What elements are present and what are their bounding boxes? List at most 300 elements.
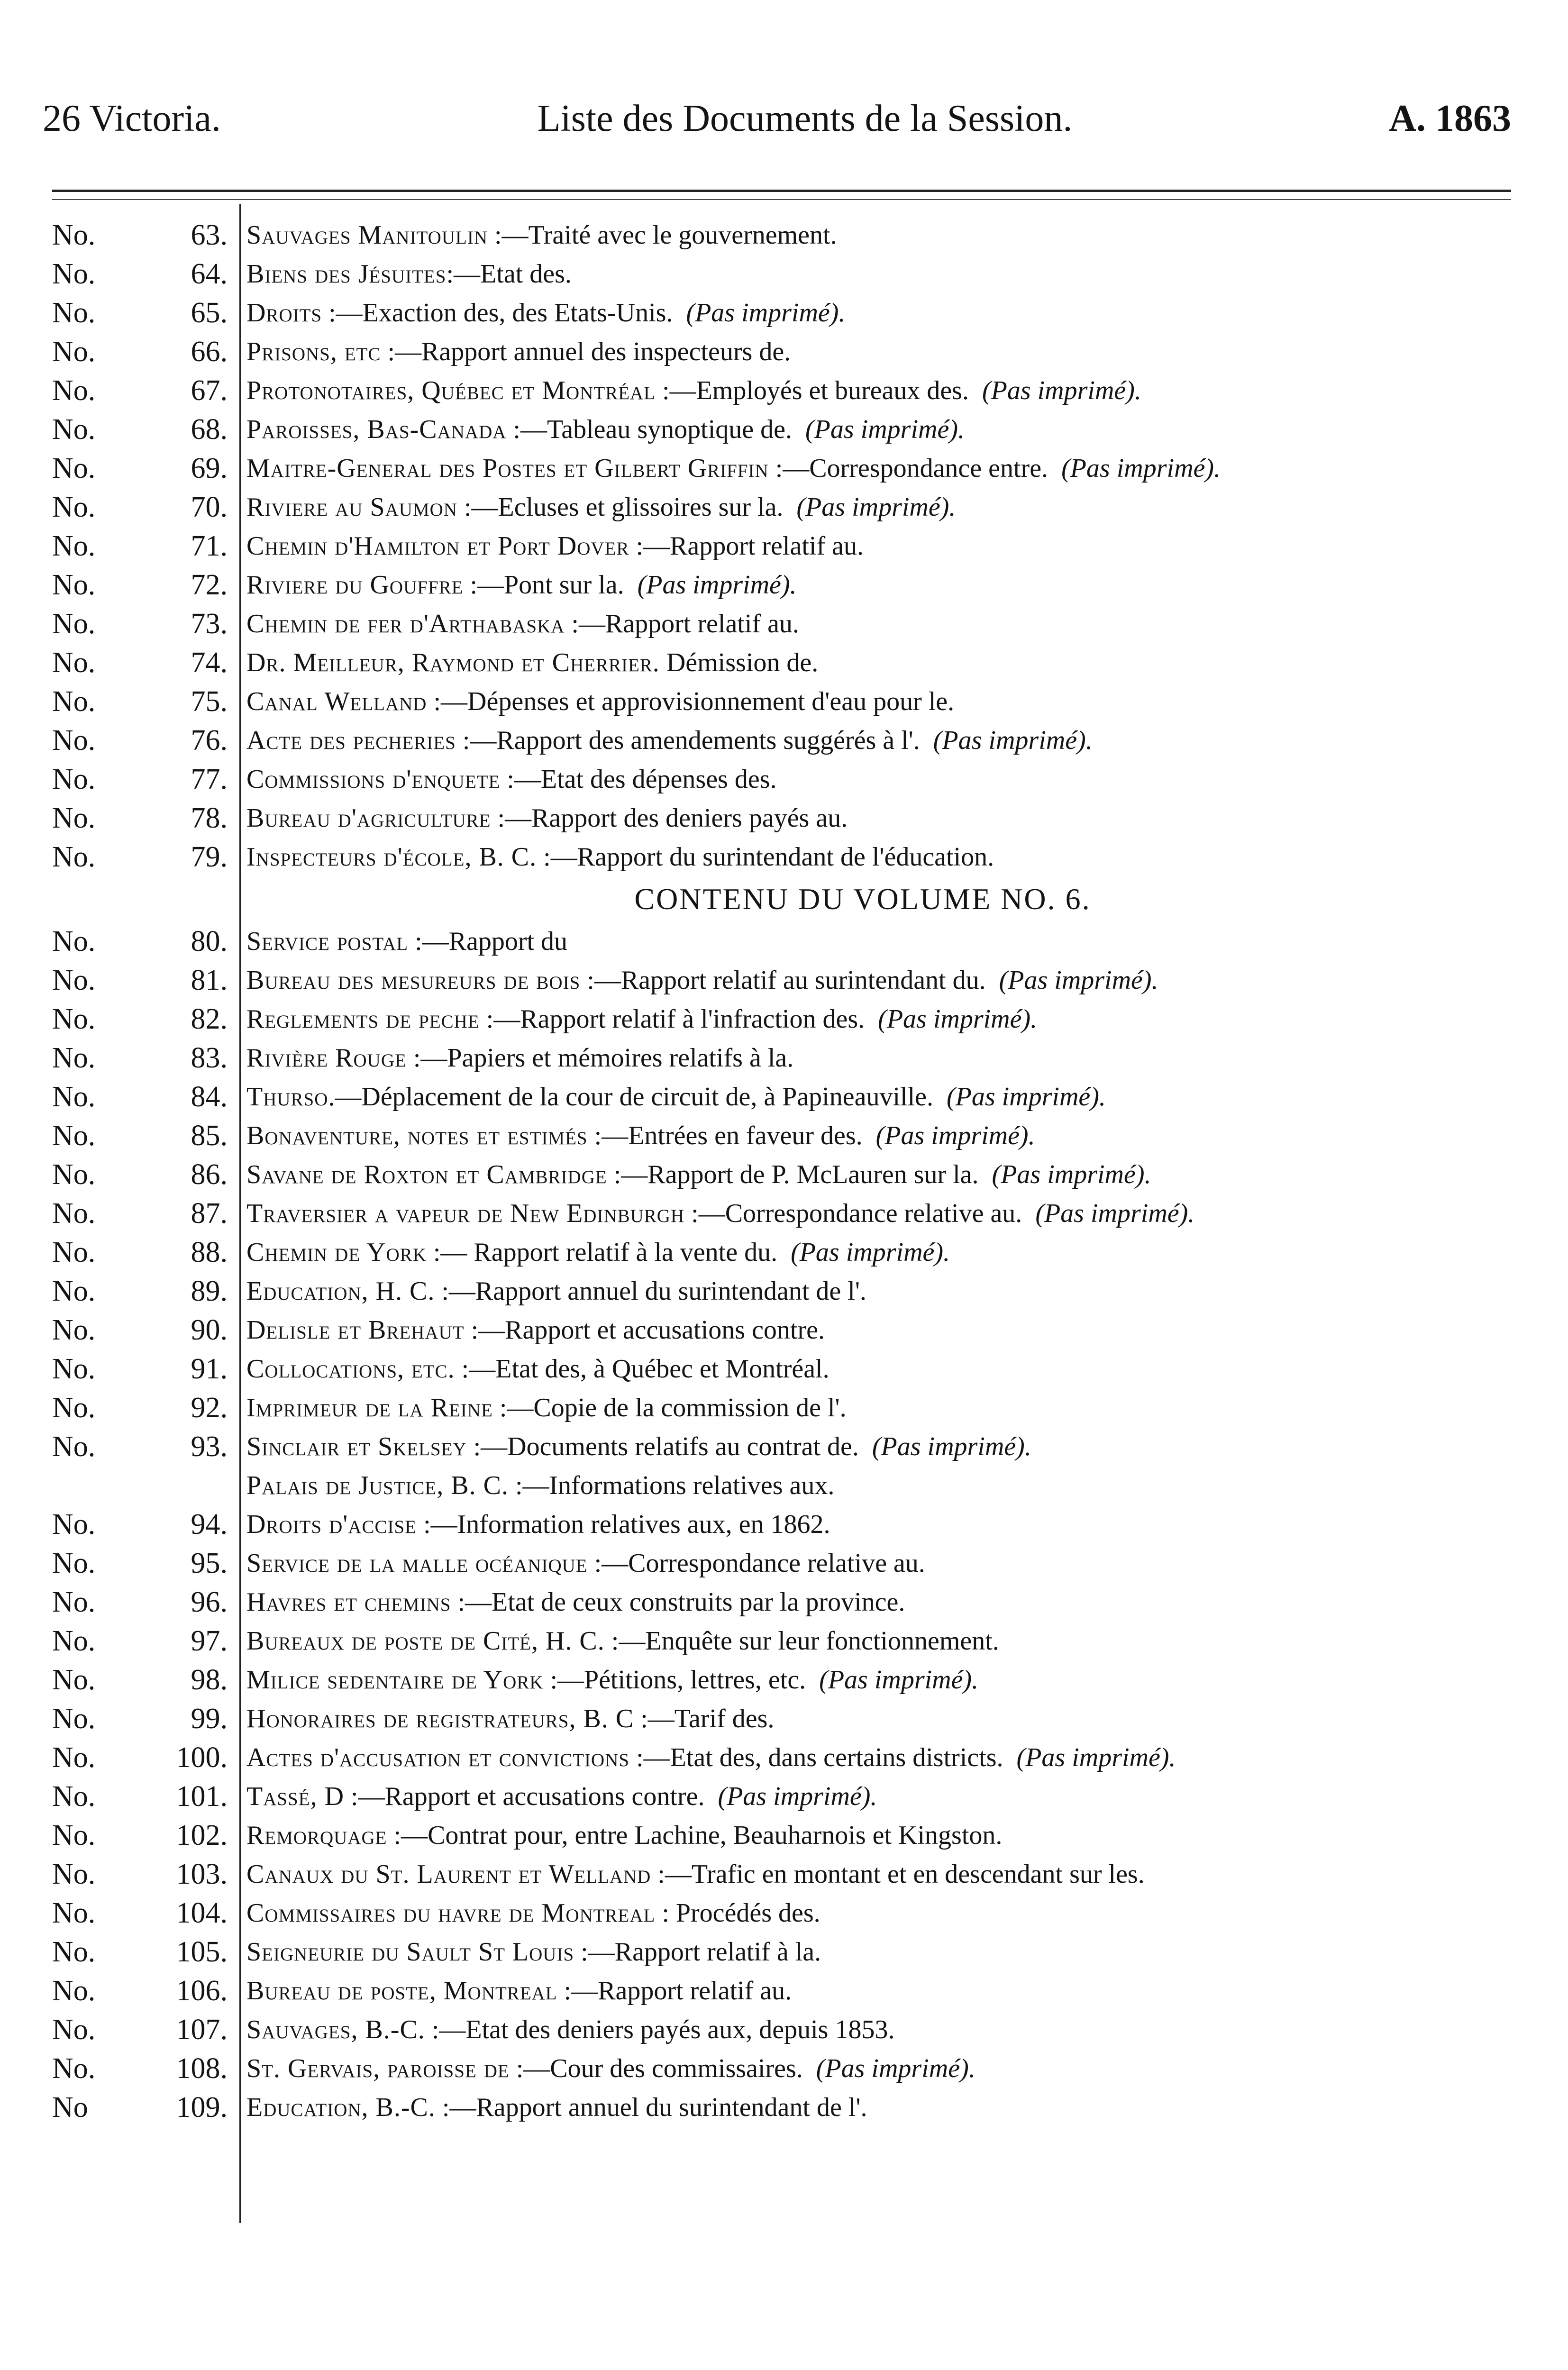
entry-subject: Honoraires de registrateurs, B. C	[246, 1704, 634, 1733]
document-number	[52, 2049, 235, 2088]
entry-subject: Education, H. C.	[246, 1276, 435, 1306]
spacer	[1048, 454, 1061, 483]
number-label: No.	[52, 569, 96, 601]
entry-note: (Pas imprimé).	[933, 726, 1093, 755]
number-value: 109.	[176, 2091, 228, 2124]
document-entry	[246, 1505, 1526, 1544]
spacer	[1003, 1743, 1017, 1772]
number-value: 96.	[191, 1586, 228, 1618]
entry-subject: Thurso	[246, 1082, 328, 1112]
spacer	[859, 1432, 872, 1461]
document-entry	[246, 2010, 1526, 2049]
list-item	[0, 1505, 1568, 1544]
number-label: No.	[52, 1858, 96, 1890]
document-number	[52, 332, 235, 371]
list-item	[0, 1000, 1568, 1039]
number-value: 90.	[191, 1314, 228, 1346]
document-entry	[246, 1466, 1526, 1505]
number-value: 100.	[176, 1741, 228, 1774]
number-value: 63.	[191, 219, 228, 251]
document-entry	[246, 1816, 1526, 1855]
number-value: 72.	[191, 569, 228, 601]
list-item	[0, 1077, 1568, 1116]
document-number	[52, 1816, 235, 1855]
entry-note: (Pas imprimé).	[1035, 1199, 1195, 1228]
entry-description: :—Etat des, dans certains districts.	[629, 1743, 1003, 1772]
document-entry	[246, 2049, 1526, 2088]
spacer	[792, 415, 805, 444]
entry-subject: Chemin de fer d'Arthabaska	[246, 609, 565, 638]
document-number	[52, 1233, 235, 1272]
number-label: No.	[52, 297, 96, 329]
entry-subject: Imprimeur de la Reine	[246, 1393, 493, 1422]
entry-subject: Maitre-General des Postes et Gilbert Griffin	[246, 454, 769, 483]
number-value: 91.	[191, 1353, 228, 1385]
number-label: No.	[52, 1625, 96, 1657]
entry-description: Démission de.	[659, 648, 819, 677]
document-number	[52, 1272, 235, 1311]
entry-subject: Seigneurie du Sault St Louis	[246, 1937, 574, 1967]
entry-note: (Pas imprimé).	[805, 415, 965, 444]
entry-description: :—Documents relatifs au contrat de.	[466, 1432, 859, 1461]
number-value: 65.	[191, 297, 228, 329]
entry-description: :—Rapport relatif au.	[557, 1976, 792, 2005]
entry-description: :—Rapport des deniers payés au.	[491, 803, 848, 833]
document-entry	[246, 1699, 1526, 1738]
number-label: No	[52, 2091, 88, 2124]
entry-subject: Bureau des mesureurs de bois	[246, 966, 581, 995]
document-entry	[246, 1311, 1526, 1349]
list-item	[0, 643, 1568, 682]
document-entry	[246, 488, 1526, 527]
spacer	[704, 1782, 718, 1811]
list-item	[0, 1039, 1568, 1077]
number-value: 82.	[191, 1003, 228, 1035]
spacer	[979, 1160, 992, 1189]
list-item	[0, 1971, 1568, 2010]
number-label: No.	[52, 2052, 96, 2085]
entry-subject: Protonotaires, Québec et Montréal	[246, 376, 656, 405]
list-item	[0, 216, 1568, 255]
number-value: 98.	[191, 1664, 228, 1696]
number-label: No.	[52, 491, 96, 523]
header-rule-thin	[52, 199, 1511, 200]
number-label: No.	[52, 2014, 96, 2046]
entry-description: :—Entrées en faveur des.	[587, 1121, 863, 1150]
number-value: 93.	[191, 1431, 228, 1463]
spacer	[624, 570, 638, 600]
list-item	[0, 2049, 1568, 2088]
document-entry	[246, 1155, 1526, 1194]
document-entry	[246, 449, 1526, 488]
number-label: No.	[52, 336, 96, 368]
document-number	[52, 1971, 235, 2010]
entry-subject: Dr. Meilleur, Raymond et Cherrier.	[246, 648, 660, 677]
entry-subject: Commissions d'enquete	[246, 765, 501, 794]
number-label: No.	[52, 1780, 96, 1813]
document-number	[52, 488, 235, 527]
document-entry	[246, 1000, 1526, 1039]
spacer	[986, 966, 999, 995]
entry-subject: Chemin d'Hamilton et Port Dover	[246, 531, 629, 561]
document-entry	[246, 216, 1526, 255]
document-number	[52, 449, 235, 488]
entry-subject: Reglements de peche	[246, 1004, 480, 1034]
spacer	[969, 376, 982, 405]
entry-note: (Pas imprimé).	[878, 1004, 1038, 1034]
spacer	[1022, 1199, 1035, 1228]
document-number	[52, 1039, 235, 1077]
number-value: 102.	[176, 1819, 228, 1851]
list-item	[0, 410, 1568, 449]
document-number	[52, 2088, 235, 2127]
document-number	[52, 1622, 235, 1660]
number-value: 87.	[191, 1197, 228, 1230]
entry-note: (Pas imprimé).	[872, 1432, 1031, 1461]
entry-subject: Traversier a vapeur de New Edinburgh	[246, 1199, 685, 1228]
number-value: 64.	[191, 258, 228, 290]
document-entry	[246, 922, 1526, 961]
entry-description: :—Tableau synoptique de.	[506, 415, 793, 444]
list-item	[0, 1660, 1568, 1699]
document-entry	[246, 799, 1526, 838]
list-item	[0, 682, 1568, 721]
number-label: No.	[52, 1120, 96, 1152]
entry-subject: Canaux du St. Laurent et Welland	[246, 1860, 651, 1889]
document-number	[52, 527, 235, 565]
list-item	[0, 1738, 1568, 1777]
document-list-part-1	[0, 216, 1568, 876]
number-value: 84.	[191, 1081, 228, 1113]
entry-subject: Education, B.-C.	[246, 2093, 436, 2122]
entry-description: :—Correspondance entre.	[768, 454, 1048, 483]
number-value: 81.	[191, 964, 228, 996]
entry-note: (Pas imprimé).	[796, 492, 956, 522]
number-label: No.	[52, 1275, 96, 1307]
number-value: 74.	[191, 647, 228, 679]
entry-description: :—Rapport annuel des inspecteurs de.	[381, 337, 791, 366]
entry-note: (Pas imprimé).	[875, 1121, 1035, 1150]
entry-note: (Pas imprimé).	[686, 298, 846, 328]
list-item	[0, 721, 1568, 760]
list-item	[0, 1194, 1568, 1233]
document-number	[52, 922, 235, 961]
document-entry	[246, 332, 1526, 371]
entry-note: (Pas imprimé).	[1016, 1743, 1176, 1772]
number-value: 80.	[191, 925, 228, 957]
number-value: 73.	[191, 608, 228, 640]
list-item	[0, 1427, 1568, 1466]
list-item	[0, 1932, 1568, 1971]
number-label: No.	[52, 964, 96, 996]
header-rule	[52, 190, 1511, 192]
list-item	[0, 604, 1568, 643]
spacer	[673, 298, 686, 328]
entry-description: :—Rapport et accusations contre.	[464, 1315, 825, 1345]
number-value: 83.	[191, 1042, 228, 1074]
document-number	[52, 1894, 235, 1932]
number-label: No.	[52, 685, 96, 718]
document-number	[52, 371, 235, 410]
list-item	[0, 488, 1568, 527]
entry-description: :—Rapport relatif au surintendant du.	[580, 966, 986, 995]
header-year: A. 1863	[1389, 98, 1511, 139]
entry-subject: Actes d'accusation et convictions	[246, 1743, 630, 1772]
document-number	[52, 1660, 235, 1699]
list-item	[0, 449, 1568, 488]
number-value: 76.	[191, 724, 228, 757]
list-item	[0, 2010, 1568, 2049]
entry-subject: Havres et chemins	[246, 1587, 451, 1617]
spacer	[783, 492, 796, 522]
entry-note: (Pas imprimé).	[718, 1782, 877, 1811]
number-label: No.	[52, 841, 96, 873]
document-entry	[246, 682, 1526, 721]
entry-description: :—Copie de la commission de l'.	[492, 1393, 847, 1422]
number-label: No.	[52, 1081, 96, 1113]
number-label: No.	[52, 1392, 96, 1424]
number-value: 85.	[191, 1120, 228, 1152]
entry-description: :—Exaction des, des Etats-Unis.	[322, 298, 673, 328]
entry-description: :—Enquête sur leur fonctionnement.	[604, 1626, 999, 1656]
entry-description: : Procédés des.	[655, 1898, 820, 1928]
entry-description: :—Employés et bureaux des.	[656, 376, 969, 405]
document-entry	[246, 1272, 1526, 1311]
spacer	[803, 2054, 816, 2083]
document-number	[52, 1388, 235, 1427]
entry-description: :— Rapport relatif à la vente du.	[426, 1238, 778, 1267]
document-number	[52, 1427, 235, 1466]
list-item	[0, 1894, 1568, 1932]
number-label: No.	[52, 219, 96, 251]
document-number	[52, 1505, 235, 1544]
entry-description: :—Rapport relatif au.	[629, 531, 864, 561]
document-number	[52, 2010, 235, 2049]
document-entry	[246, 961, 1526, 1000]
spacer	[933, 1082, 947, 1112]
entry-note: (Pas imprimé).	[791, 1238, 950, 1267]
entry-description: :—Etat de ceux construits par la province.	[451, 1587, 905, 1617]
document-entry	[246, 1544, 1526, 1583]
list-item	[0, 1855, 1568, 1894]
document-number	[52, 565, 235, 604]
document-entry	[246, 1194, 1526, 1233]
number-value: 88.	[191, 1236, 228, 1268]
entry-description: :—Rapport des amendements suggérés à l'.	[456, 726, 920, 755]
number-label: No.	[52, 1197, 96, 1230]
list-item	[0, 255, 1568, 293]
number-value: 71.	[191, 530, 228, 562]
entry-description: :—Tarif des.	[634, 1704, 775, 1733]
spacer	[865, 1004, 878, 1034]
document-entry	[246, 1894, 1526, 1932]
document-entry	[246, 1622, 1526, 1660]
number-label: No.	[52, 258, 96, 290]
number-value: 86.	[191, 1158, 228, 1191]
document-number	[52, 1544, 235, 1583]
number-value: 101.	[176, 1780, 228, 1813]
document-entry	[246, 1427, 1526, 1466]
list-item	[0, 838, 1568, 876]
entry-subject: Collocations, etc.	[246, 1354, 455, 1384]
list-item	[0, 1233, 1568, 1272]
number-label: No.	[52, 1236, 96, 1268]
document-number	[52, 1194, 235, 1233]
document-number	[52, 1699, 235, 1738]
document-entry	[246, 643, 1526, 682]
number-label: No.	[52, 530, 96, 562]
entry-subject: Riviere du Gouffre	[246, 570, 464, 600]
number-value: 107.	[176, 2014, 228, 2046]
entry-description: :—Rapport du surintendant de l'éducation.	[537, 842, 994, 872]
document-number	[52, 1349, 235, 1388]
list-item	[0, 1311, 1568, 1349]
document-entry	[246, 293, 1526, 332]
document-number	[52, 760, 235, 799]
document-entry	[246, 371, 1526, 410]
entry-subject: Acte des pecheries	[246, 726, 456, 755]
spacer	[863, 1121, 876, 1150]
number-label: No.	[52, 1819, 96, 1851]
entry-subject: Sauvages Manitoulin	[246, 220, 488, 250]
entry-subject: Delisle et Brehaut	[246, 1315, 465, 1345]
document-list-part-2	[0, 922, 1568, 2127]
document-number	[52, 682, 235, 721]
document-number	[52, 410, 235, 449]
number-value: 78.	[191, 802, 228, 834]
entry-subject: St. Gervais, paroisse de	[246, 2054, 510, 2083]
entry-description: :—Pont sur la.	[463, 570, 624, 600]
number-label: No.	[52, 374, 96, 407]
number-label: No.	[52, 1936, 96, 1968]
spacer	[777, 1238, 791, 1267]
entry-note: (Pas imprimé).	[1061, 454, 1221, 483]
document-entry	[246, 2088, 1526, 2127]
list-item	[0, 1155, 1568, 1194]
entry-description: :—Ecluses et glissoires sur la.	[457, 492, 784, 522]
entry-subject: Riviere au Saumon	[246, 492, 457, 522]
list-item	[0, 527, 1568, 565]
document-entry	[246, 1077, 1526, 1116]
entry-subject: Sinclair et Skelsey	[246, 1432, 467, 1461]
list-item	[0, 332, 1568, 371]
entry-subject: Biens des Jésuites	[246, 259, 447, 289]
entry-description: :—Rapport annuel du surintendant de l'.	[435, 2093, 867, 2122]
document-entry	[246, 1116, 1526, 1155]
number-label: No.	[52, 413, 96, 446]
document-entry	[246, 604, 1526, 643]
number-label: No.	[52, 925, 96, 957]
entry-description: :—Rapport relatif à la.	[574, 1937, 821, 1967]
entry-note: (Pas imprimé).	[637, 570, 797, 600]
number-value: 77.	[191, 763, 228, 795]
number-label: No.	[52, 1664, 96, 1696]
number-value: 95.	[191, 1547, 228, 1579]
document-number	[52, 961, 235, 1000]
entry-note: (Pas imprimé).	[816, 2054, 975, 2083]
entry-subject: Service de la malle océanique	[246, 1549, 588, 1578]
list-item	[0, 1699, 1568, 1738]
number-label: No.	[52, 1003, 96, 1035]
document-number	[52, 1855, 235, 1894]
document-number	[52, 799, 235, 838]
list-item	[0, 2088, 1568, 2127]
entry-description: :—Traité avec le gouvernement.	[487, 220, 837, 250]
entry-description: :—Etat des.	[446, 259, 572, 289]
number-label: No.	[52, 763, 96, 795]
section-heading: CONTENU DU VOLUME NO. 6.	[634, 882, 1091, 916]
entry-subject: Inspecteurs d'école, B. C.	[246, 842, 537, 872]
document-number	[52, 1311, 235, 1349]
entry-description: :—Papiers et mémoires relatifs à la.	[406, 1043, 794, 1073]
list-item	[0, 1622, 1568, 1660]
list-item	[0, 371, 1568, 410]
page-header	[43, 100, 1511, 137]
entry-subject: Palais de Justice, B. C.	[246, 1471, 509, 1500]
entry-subject: Savane de Roxton et Cambridge	[246, 1160, 607, 1189]
document-list	[0, 216, 1568, 2127]
header-session: 26 Victoria.	[43, 98, 221, 139]
number-value: 67.	[191, 374, 228, 407]
document-entry	[246, 1583, 1526, 1622]
document-entry	[246, 1738, 1526, 1777]
number-label: No.	[52, 1547, 96, 1579]
list-item	[0, 293, 1568, 332]
number-value: 108.	[176, 2052, 228, 2085]
number-label: No.	[52, 1353, 96, 1385]
document-entry	[246, 410, 1526, 449]
entry-subject: Service postal	[246, 927, 409, 956]
list-item	[0, 1388, 1568, 1427]
list-item	[0, 1349, 1568, 1388]
entry-description: :—Contrat pour, entre Lachine, Beauharnois et Kingston.	[387, 1821, 1003, 1850]
number-label: No.	[52, 1314, 96, 1346]
number-value: 99.	[191, 1703, 228, 1735]
entry-description: :—Etat des dépenses des.	[500, 765, 777, 794]
entry-note: (Pas imprimé).	[946, 1082, 1106, 1112]
document-number	[52, 1000, 235, 1039]
entry-description: :—Rapport du	[408, 927, 568, 956]
number-value: 68.	[191, 413, 228, 446]
spacer	[920, 726, 933, 755]
entry-description: :—Correspondance relative au.	[587, 1549, 925, 1578]
number-value: 79.	[191, 841, 228, 873]
list-item	[0, 922, 1568, 961]
entry-description: :—Etat des, à Québec et Montréal.	[455, 1354, 830, 1384]
entry-description: :—Pétitions, lettres, etc.	[543, 1665, 806, 1695]
document-number	[52, 1116, 235, 1155]
entry-description: :—Etat des deniers payés aux, depuis 1853.	[425, 2015, 895, 2044]
number-value: 92.	[191, 1392, 228, 1424]
number-label: No.	[52, 1042, 96, 1074]
entry-subject: Paroisses, Bas-Canada	[246, 415, 507, 444]
document-entry	[246, 1660, 1526, 1699]
entry-note: (Pas imprimé).	[819, 1665, 979, 1695]
document-number	[52, 216, 235, 255]
entry-subject: Droits d'accise	[246, 1510, 417, 1539]
number-label: No.	[52, 1975, 96, 2007]
list-item	[0, 760, 1568, 799]
entry-subject: Bonaventure, notes et estimés	[246, 1121, 588, 1150]
entry-subject: Bureaux de poste de Cité, H. C.	[246, 1626, 605, 1656]
list-item	[0, 565, 1568, 604]
list-item	[0, 1816, 1568, 1855]
document-entry	[246, 1932, 1526, 1971]
document-entry	[246, 1233, 1526, 1272]
number-label: No.	[52, 608, 96, 640]
number-label: No.	[52, 1703, 96, 1735]
entry-subject: Droits	[246, 298, 322, 328]
